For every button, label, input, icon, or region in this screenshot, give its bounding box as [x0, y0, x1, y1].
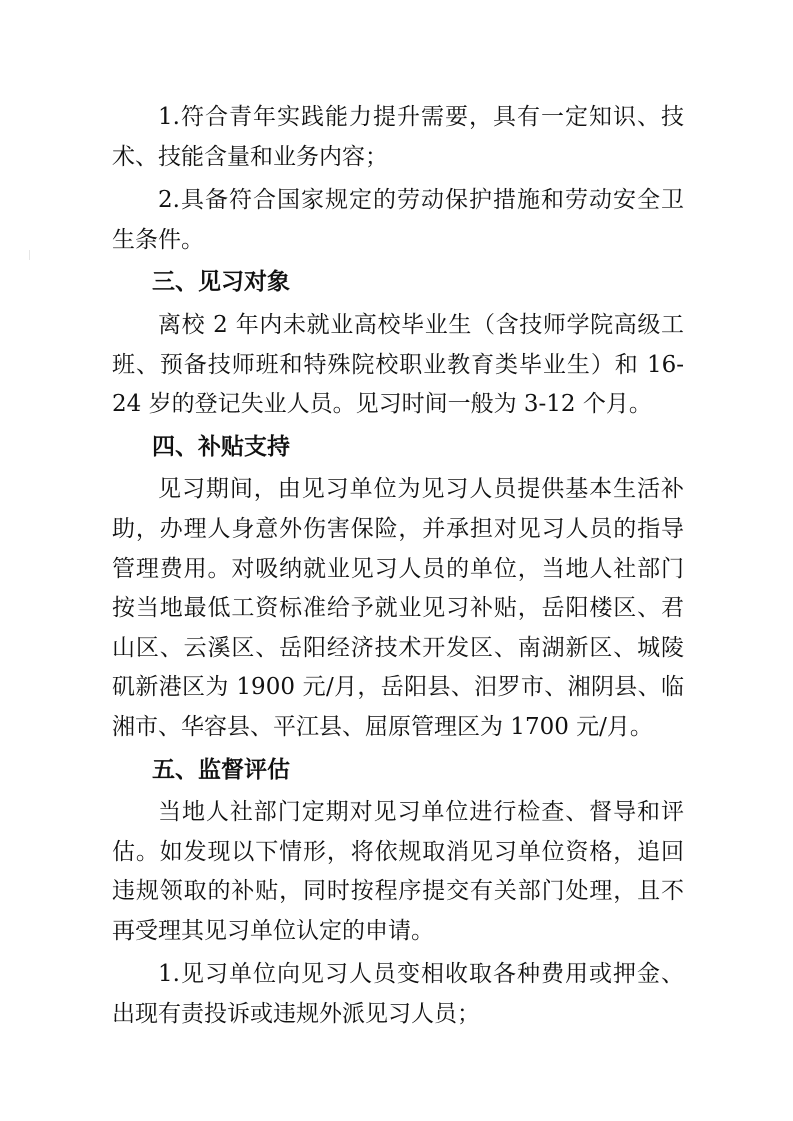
section-heading-supervision: 五、监督评估	[152, 756, 290, 783]
supervision-item-1: 1.见习单位向见习人员变相收取各种费用或押金、出现有责投诉或违规外派见习人员；	[112, 961, 684, 1028]
scan-margin-mark	[29, 250, 30, 260]
section-body-supervision: 当地人社部门定期对见习单位进行检查、督导和评估。如发现以下情形，将依规取消见习单位资格，追回违规领取的补贴，同时按程序提交有关部门处理，且不再受理其见习单位认定的申请。	[112, 799, 684, 944]
section-body-subsidy: 见习期间，由见习单位为见习人员提供基本生活补助，办理人身意外伤害保险，并承担对见习人员的指导管理费用。对吸纳就业见习人员的单位，当地人社部门按当地最低工资标准给予就业见习补贴，岳阳楼区、君山区、云溪区、岳阳经济技术开发区、南湖新区、城陵矶新港区为 1900 元/月，岳阳县、汨罗市、湘阴县、临湘市、华容县、平江县、屈原管理区为 1700 元/月。	[112, 476, 684, 740]
requirement-item-1: 1.符合青年实践能力提升需要，具有一定知识、技术、技能含量和业务内容；	[112, 104, 684, 170]
section-heading-subsidy: 四、补贴支持	[152, 433, 290, 460]
section-heading-trainees: 三、见习对象	[152, 269, 290, 296]
requirement-item-2: 2.具备符合国家规定的劳动保护措施和劳动安全卫生条件。	[112, 187, 684, 253]
document-body	[112, 98, 684, 1035]
section-body-trainees: 离校 2 年内未就业高校毕业生（含技师学院高级工班、预备技师班和特殊院校职业教育类毕业生）和 16-24 岁的登记失业人员。见习时间一般为 3-12 个月。	[112, 311, 684, 418]
